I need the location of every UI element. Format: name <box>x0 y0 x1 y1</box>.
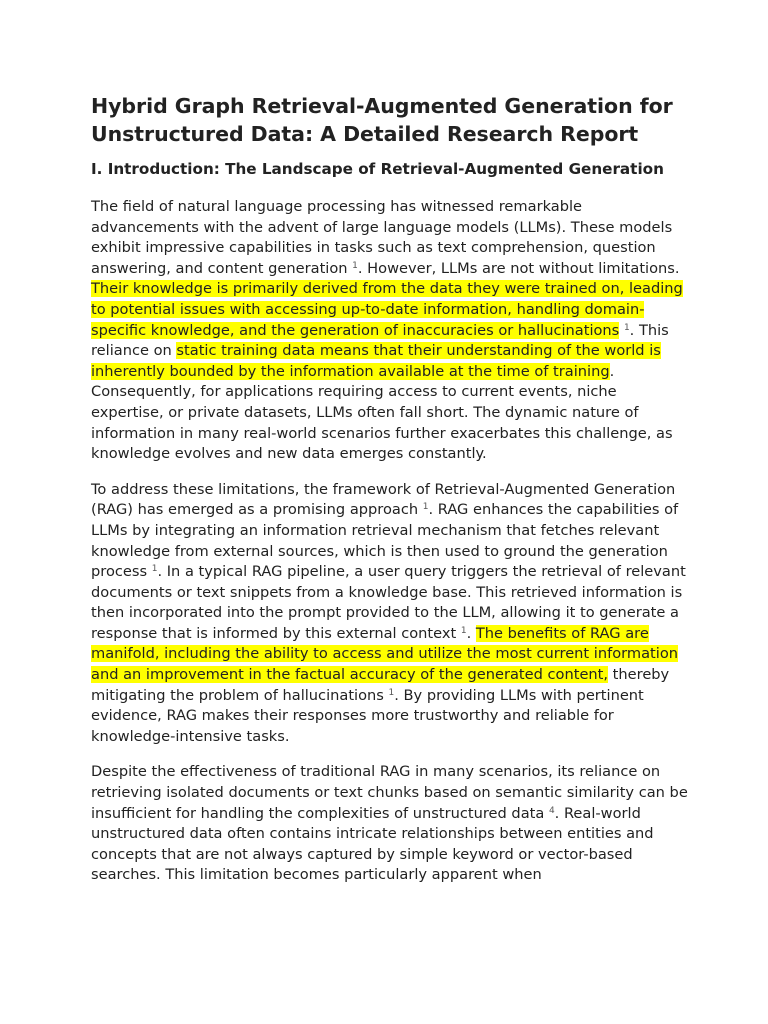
body-text: . Real-world unstructured data often contains intricate relationships between entities and concepts that are not always captured by simple keyword or vector-based searches. This limitation becomes particularly apparent when <box>91 804 654 884</box>
paragraph-3 <box>91 762 691 886</box>
body-text: To address these limitations, the framework of Retrieval-Augmented Generation (RAG) has emerged as a promising approach <box>91 480 676 519</box>
document-title: Hybrid Graph Retrieval-Augmented Generation for Unstructured Data: A Detailed Research Report <box>91 94 673 146</box>
paragraph-2 <box>91 480 691 748</box>
body-text: Despite the effectiveness of traditional RAG in many scenarios, its reliance on retrieving isolated documents or text chunks based on semantic similarity can be insufficient for handling the complexities of unstructured data <box>91 763 688 822</box>
paragraph-1 <box>91 197 691 465</box>
body-text: . By providing LLMs with pertinent evidence, RAG makes their responses more trustworthy and reliable for knowledge-intensive tasks. <box>91 686 644 745</box>
body-text: . <box>466 624 476 642</box>
citation-ref: 1 <box>151 564 158 575</box>
body-text: thereby mitigating the problem of hallucinations <box>91 666 670 704</box>
citation-ref: 1 <box>422 502 429 513</box>
highlighted-text: The benefits of RAG are manifold, including the ability to access and utilize the most current information and an improvement in the factual accuracy of the generated content, <box>91 624 679 684</box>
citation-ref: 1 <box>388 687 395 698</box>
document-page <box>91 92 691 886</box>
highlighted-text: Their knowledge is primarily derived from the data they were trained on, leading to potential issues with accessing up-to-date information, handling domain-specific knowledge, and the generation of inaccuracies or hallucinations <box>91 280 683 339</box>
citation-ref: 4 <box>548 805 555 816</box>
body-text: . In a typical RAG pipeline, a user query triggers the retrieval of relevant documents or text snippets from a knowledge base. This retrieved information is then incorporated into the prompt provided to the LLM, allowing it to generate a response that is informed by this external context <box>91 563 686 642</box>
body-text: . Consequently, for applications requiring access to current events, niche expertise, or private datasets, LLMs often fall short. The dynamic nature of information in many real-world scenarios further exacerbates this challenge, as knowledge evolves and new data emerges constantly. <box>91 362 673 463</box>
citation-ref: 1 <box>352 260 358 271</box>
section-heading: I. Introduction: The Landscape of Retrieval-Augmented Generation <box>91 160 664 178</box>
citation-ref: 1 <box>623 322 630 333</box>
highlighted-text: static training data means that their understanding of the world is inherently bounded by the information available at the time of training <box>91 342 661 380</box>
body-text: . However, LLMs are not without limitations. <box>357 259 680 277</box>
body-text: . This reliance on <box>91 321 669 360</box>
body-text: . RAG enhances the capabilities of LLMs by integrating an information retrieval mechanism that fetches relevant knowledge from external sources, which is then used to ground the generation process <box>91 501 679 581</box>
body-text: The field of natural language processing has witnessed remarkable advancements with the advent of large language models (LLMs). These models exhibit impressive capabilities in tasks such as text comprehension, question answering, and content generation <box>91 198 673 277</box>
citation-ref: 1 <box>460 625 467 636</box>
